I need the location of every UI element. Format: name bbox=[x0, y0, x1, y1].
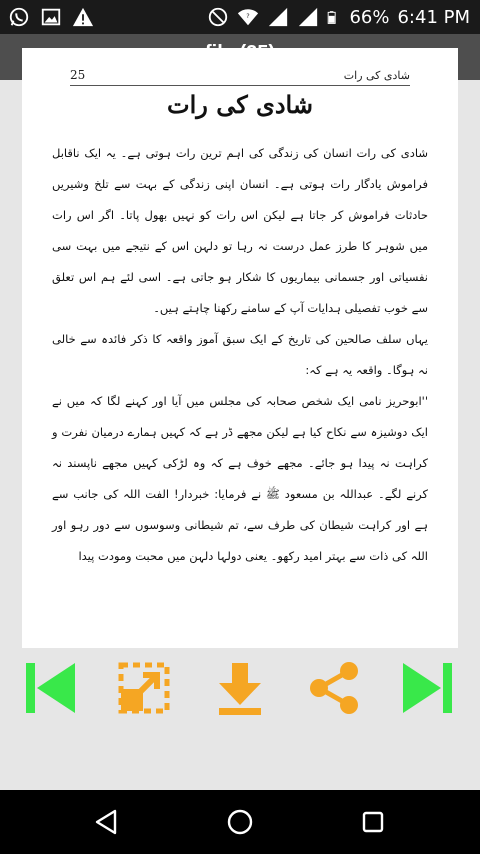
chapter-title: شادی کی رات bbox=[167, 90, 313, 119]
first-page-button[interactable] bbox=[20, 657, 80, 719]
do-not-disturb-icon bbox=[207, 6, 229, 28]
home-button[interactable] bbox=[220, 804, 260, 840]
last-page-button[interactable] bbox=[398, 657, 458, 719]
signal-icon bbox=[297, 6, 319, 28]
alert-icon bbox=[72, 6, 94, 28]
navigation-bar bbox=[0, 790, 480, 854]
share-icon bbox=[305, 659, 363, 717]
recents-button[interactable] bbox=[353, 804, 393, 840]
share-button[interactable] bbox=[304, 657, 364, 719]
page-number: 25 bbox=[70, 68, 86, 82]
document-page[interactable] bbox=[22, 48, 458, 648]
battery-percent: 66% bbox=[349, 6, 390, 28]
whatsapp-icon bbox=[8, 6, 30, 28]
download-icon bbox=[211, 659, 269, 717]
back-icon bbox=[93, 808, 119, 836]
body-text bbox=[52, 138, 428, 572]
skip-previous-icon bbox=[21, 659, 79, 717]
paragraph: شادی کی رات انسان کی زندگی کی اہم ترین رات ہوتی ہے۔ یہ ایک ناقابل فراموش یادگار رات ہوتی ہے۔ انسان اپنی زندگی کے بہت سے تلخ وشیریں حادثات فراموش کر جاتا ہے لیکن اس رات کو نہیں بھول پاتا۔ اگر اس رات میں شوہر کا طرز عمل درست نہ رہا تو دلہن اس کے نتیجے میں بہت سی نفسیاتی اور جسمانی بیماریوں کا شکار ہو جاتی ہے۔ اسی لئے ہم اس تعلق سے خوب تفصیلی ہدایات آپ کے سامنے رکھنا چاہتے ہیں۔ bbox=[52, 146, 428, 315]
fit-page-button[interactable] bbox=[114, 657, 174, 719]
signal-icon bbox=[267, 6, 289, 28]
image-icon bbox=[40, 6, 62, 28]
skip-next-icon bbox=[399, 659, 457, 717]
paragraph: ''ابوحریز نامی ایک شخص صحابہ کی مجلس میں آیا اور کہنے لگا کہ میں نے ایک دوشیزہ سے نکاح کیا ہے لیکن مجھے ڈر ہے کہ کہیں ہمارے درمیان نفرت و کراہت نہ پیدا ہو جائے۔ مجھے خوف ہے کہ وہ لڑکی کہیں مجھے ناپسند نہ کرنے لگے۔ عبداللہ بن مسعود ﷺ نے فرمایا: خبردار! الفت اللہ کی جانب سے ہے اور کراہت شیطان کی طرف سے، تم شیطانی وسوسوں سے دور رہو اور اللہ کی ذات سے بہتر امید رکھو۔ یعنی دولہا دلہن میں محبت ومودت پیدا bbox=[52, 394, 428, 563]
reader-toolbar bbox=[0, 655, 480, 725]
svg-text:?: ? bbox=[246, 11, 251, 20]
fit-screen-icon bbox=[115, 659, 173, 717]
download-button[interactable] bbox=[210, 657, 270, 719]
wifi-icon bbox=[237, 6, 259, 28]
paragraph: یہاں سلف صالحین کی تاریخ کے ایک سبق آموز واقعہ کا ذکر فائدہ سے خالی نہ ہوگا۔ واقعہ یہ ہے کہ: bbox=[52, 332, 428, 377]
status-bar bbox=[0, 0, 480, 34]
page-header bbox=[70, 60, 410, 86]
home-icon bbox=[226, 808, 254, 836]
battery-icon bbox=[327, 6, 341, 28]
clock: 6:41 PM bbox=[397, 6, 470, 28]
recents-icon bbox=[361, 810, 385, 834]
running-title: شادی کی رات bbox=[343, 69, 410, 82]
back-button[interactable] bbox=[86, 804, 126, 840]
